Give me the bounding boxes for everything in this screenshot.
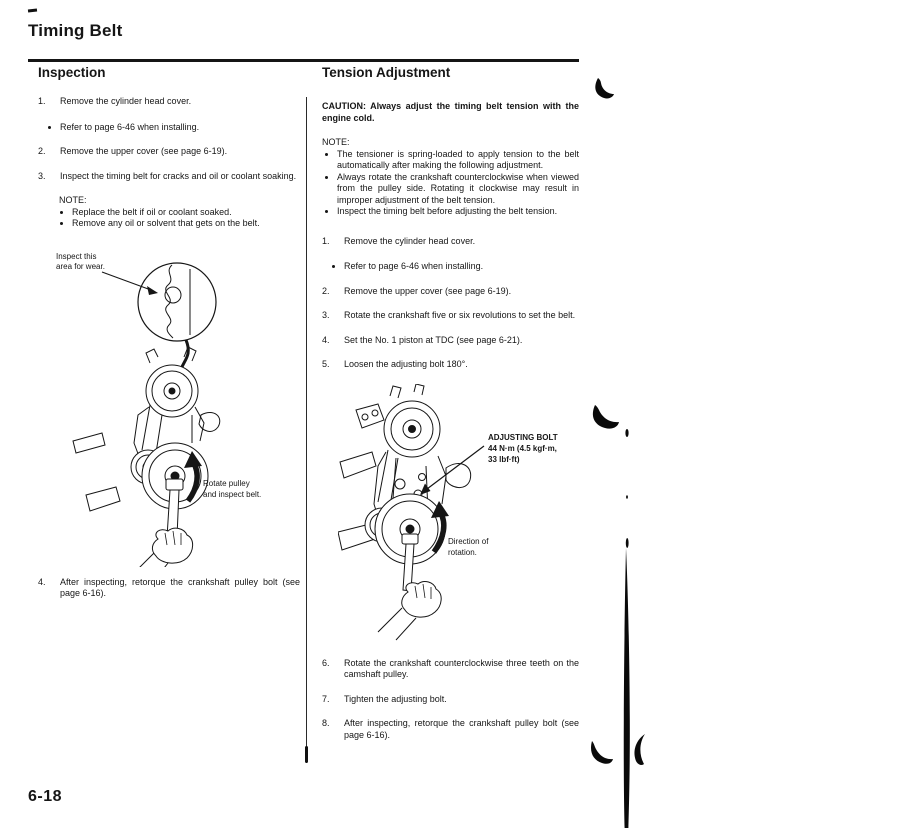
step-item: [38, 146, 300, 158]
step-text: Inspect the timing belt for cracks and oil or coolant soaking.: [60, 170, 297, 181]
rotate-pulley-label: and inspect belt.: [203, 489, 262, 499]
step-item: [322, 694, 579, 706]
sub-bullet-list: [48, 122, 300, 134]
inset-detail-circle: [138, 263, 216, 341]
note-label: NOTE:: [322, 137, 350, 147]
step-text: Remove the upper cover (see page 6-19).: [60, 146, 228, 156]
bullet-item: • Refer to page 6-46 when installing.: [344, 261, 579, 273]
scan-corner-mark: [28, 9, 37, 13]
step-text: Remove the upper cover (see page 6-19).: [344, 285, 512, 296]
inspection-figure: [46, 245, 301, 567]
step-number: 3.: [322, 310, 330, 320]
tension-section: [322, 66, 579, 741]
step-text: Rotate the crankshaft counterclockwise three teeth on the camshaft pulley.: [344, 657, 579, 679]
step-number: 3.: [38, 170, 46, 181]
step-item: [322, 359, 579, 371]
column-divider: [306, 97, 307, 763]
bullet-item: • Remove any oil or solvent that gets on the belt.: [72, 218, 300, 230]
tension-figure: [338, 384, 583, 642]
step-number: 1.: [322, 235, 330, 246]
bullet-item: • Replace the belt if oil or coolant soaked.: [72, 207, 300, 219]
note-bullet-list: [324, 149, 579, 218]
figure-callout-text: area for wear.: [56, 261, 105, 271]
note-block: [322, 137, 579, 218]
hand-drawing: [378, 581, 441, 639]
step-number: 2.: [38, 146, 46, 156]
step-number: 6.: [322, 657, 330, 668]
bullet-item: • The tensioner is spring-loaded to apply tension to the belt automatically after making the following adjustment.: [337, 149, 579, 172]
adjusting-bolt-arrow: [420, 446, 484, 495]
step-text: Remove the cylinder head cover.: [60, 96, 192, 106]
sub-bullet-list: [332, 261, 579, 273]
step-item: [38, 577, 300, 600]
caution-text: CAUTION: Always adjust the timing belt tension with the engine cold.: [322, 101, 579, 123]
note-label: NOTE:: [59, 195, 87, 205]
page-number: 6-18: [28, 788, 63, 805]
cam-pulley-drawing: [384, 401, 440, 457]
step-item: [322, 286, 579, 298]
page-title: Timing Belt: [28, 21, 123, 40]
hand-drawing: [132, 528, 193, 567]
step-text: Loosen the adjusting bolt 180°.: [344, 359, 468, 369]
step-item: [38, 171, 300, 183]
adjusting-bolt-label: ADJUSTING BOLT: [488, 432, 558, 442]
direction-of-rotation-label: rotation.: [448, 547, 477, 557]
title-rule: [28, 59, 579, 62]
direction-of-rotation-label: Direction of: [448, 536, 489, 546]
step-text: Set the No. 1 piston at TDC (see page 6-21).: [344, 334, 523, 345]
step-number: 4.: [38, 576, 46, 587]
step-item: [38, 96, 300, 108]
scan-artifacts: [585, 60, 655, 828]
step-number: 2.: [322, 285, 330, 296]
column-divider-tail: [305, 746, 309, 763]
step-item: [322, 658, 579, 681]
cam-pulley-drawing: [146, 365, 198, 417]
step-text: Tighten the adjusting bolt.: [344, 693, 447, 704]
step-text: After inspecting, retorque the crankshaft pulley bolt (see page 6-16).: [344, 718, 579, 740]
step-number: 8.: [322, 718, 330, 728]
note-block: [59, 195, 300, 230]
rotate-pulley-label: Rotate pulley: [203, 478, 250, 488]
adjusting-bolt-label: 33 lbf·ft): [488, 454, 520, 464]
bullet-item: • Refer to page 6-46 when installing.: [60, 122, 300, 134]
adjusting-bolt-label: 44 N·m (4.5 kgf·m,: [488, 443, 557, 453]
step-item: [322, 718, 579, 741]
step-text: Rotate the crankshaft five or six revolutions to set the belt.: [344, 310, 576, 320]
step-text: After inspecting, retorque the crankshaft pulley bolt (see page 6-16).: [60, 576, 300, 598]
inspection-section: [38, 66, 300, 600]
bullet-item: • Inspect the timing belt before adjusting the belt tension.: [337, 206, 579, 218]
figure-callout-text: Inspect this: [56, 251, 97, 261]
bullet-item: • Always rotate the crankshaft counterclockwise when viewed from the pulley side. Rotating it clockwise may result in improper adjustment of the belt tension.: [337, 172, 579, 207]
step-number: 4.: [322, 334, 330, 345]
leader-arrow: [102, 272, 158, 295]
step-item: [322, 335, 579, 347]
step-item: [322, 236, 579, 248]
step-number: 1.: [38, 96, 46, 106]
step-text: Remove the cylinder head cover.: [344, 235, 476, 246]
step-number: 7.: [322, 693, 330, 704]
note-bullet-list: [59, 207, 300, 230]
inspection-heading: Inspection: [38, 65, 106, 80]
step-item: [322, 310, 579, 322]
step-number: 5.: [322, 359, 330, 369]
tension-heading: Tension Adjustment: [322, 65, 451, 80]
